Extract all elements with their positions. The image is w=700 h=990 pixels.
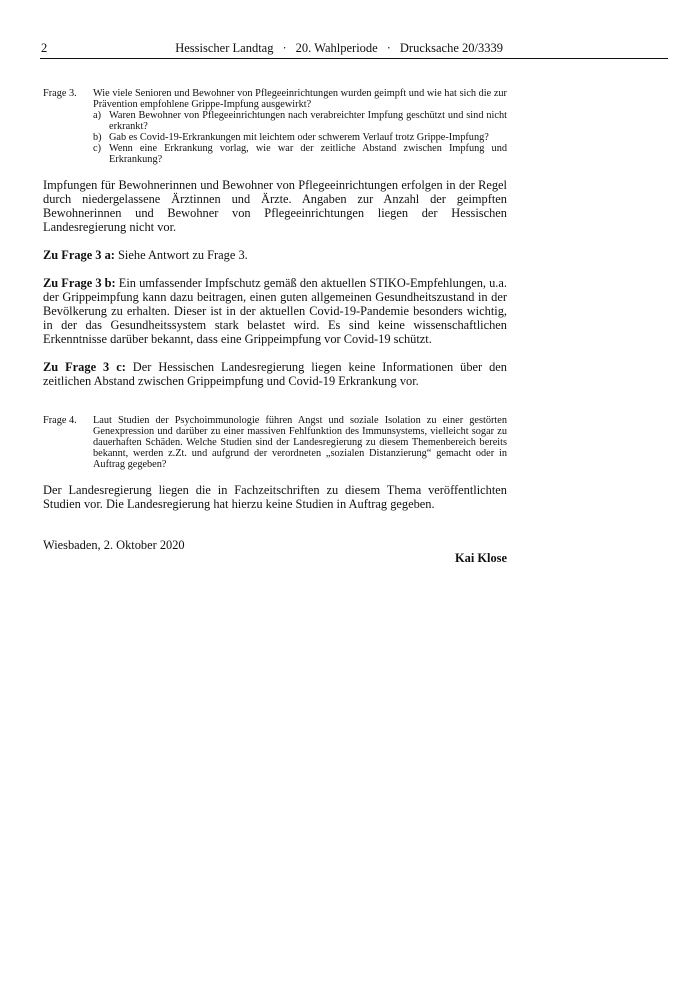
question-text: Wie viele Senioren und Bewohner von Pflegeeinrichtungen wurden geimpft und wie hat sich die zur Prävention empfohlene Grippe-Impfung ausgewirkt? bbox=[93, 88, 507, 110]
place-and-date: Wiesbaden, 2. Oktober 2020 bbox=[43, 538, 185, 552]
question-label: Frage 4. bbox=[43, 415, 77, 426]
question-body bbox=[93, 88, 507, 165]
answer-3b bbox=[43, 276, 507, 346]
running-head bbox=[175, 40, 503, 56]
printed-matter-number: Drucksache 20/3339 bbox=[399, 41, 503, 55]
question-item-a bbox=[93, 110, 507, 132]
separator-dot: · bbox=[386, 41, 391, 55]
answer-label: Zu Frage 3 c: bbox=[43, 360, 126, 374]
page-header bbox=[40, 40, 668, 59]
answer-text: Der Hessischen Landesregierung liegen keine Informationen über den zeitlichen Abstand zwischen Grippeimpfung und Covid-19 Erkrankung vor. bbox=[43, 360, 507, 388]
answer-3a bbox=[43, 248, 507, 262]
document-body bbox=[43, 88, 507, 568]
question-3 bbox=[43, 88, 507, 165]
page-number: 2 bbox=[41, 41, 48, 55]
parliament-name: Hessischer Landtag bbox=[175, 41, 274, 55]
question-item-c bbox=[93, 143, 507, 165]
answer-text: Siehe Antwort zu Frage 3. bbox=[114, 248, 248, 262]
separator-dot: · bbox=[282, 41, 287, 55]
item-text: Gab es Covid-19-Erkrankungen mit leichtem oder schwerem Verlauf trotz Grippe-Impfung? bbox=[109, 132, 489, 143]
answer-4: Der Landesregierung liegen die in Fachzeitschriften zu diesem Thema veröffentlichten Studien vor. Die Landesregierung hat hierzu keine Studien in Auftrag gegeben. bbox=[43, 483, 507, 511]
answer-label: Zu Frage 3 a: bbox=[43, 248, 115, 262]
signatory-name: Kai Klose bbox=[455, 551, 507, 565]
answer-3: Impfungen für Bewohnerinnen und Bewohner von Pflegeeinrichtungen erfolgen in der Regel durch niedergelassene Ärztinnen und Ärzte. Angaben zur Anzahl der geimpften Bewohnerinnen und Bewohner von Pflegeeinrichtungen liegen der Hessischen Landesregierung nicht vor. bbox=[43, 178, 507, 234]
answer-text: Ein umfassender Impfschutz gemäß den aktuellen STIKO-Empfehlungen, u.a. der Grippeimpfung kann dazu beitragen, einen guten allgemeinen Gesundheitszustand in der Bevölkerung zu erhalten. Dieser ist in der aktuellen Covid-19-Pandemie besonders wichtig, in der das Gesundheitssystem stark belastet wird. Es sind keine wissenschaftlichen Erkenntnisse darüber bekannt, dass eine Grippeimpfung vor Covid-19 schützt. bbox=[43, 276, 508, 346]
item-letter: c) bbox=[93, 143, 101, 154]
question-item-b bbox=[93, 132, 507, 143]
answer-3c bbox=[43, 360, 507, 388]
item-letter: b) bbox=[93, 132, 102, 143]
answer-label: Zu Frage 3 b: bbox=[43, 276, 116, 290]
item-text: Wenn eine Erkrankung vorlag, wie war der zeitliche Abstand zwischen Impfung und Erkrankung? bbox=[109, 143, 507, 165]
question-label: Frage 3. bbox=[43, 88, 77, 99]
signature-block bbox=[43, 538, 507, 568]
election-period: 20. Wahlperiode bbox=[295, 41, 378, 55]
question-4 bbox=[43, 415, 507, 470]
question-text: Laut Studien der Psychoimmunologie führen Angst und soziale Isolation zu einer gestörten Genexpression und darüber zu einer massiven Fehlfunktion des Immunsystems, vielleicht sogar zu dauerhaften Schäden. Welche Studien sind der Landesregierung zu diesem Themenbereich bereits bekannt, werden z.Zt. und aufgrund der verordneten „sozialen Distanzierung“ gemacht oder in Auftrag gegeben? bbox=[93, 415, 507, 470]
question-body bbox=[93, 415, 507, 470]
item-text: Waren Bewohner von Pflegeeinrichtungen nach verabreichter Impfung geschützt und sind nicht erkrankt? bbox=[109, 110, 507, 132]
item-letter: a) bbox=[93, 110, 101, 121]
